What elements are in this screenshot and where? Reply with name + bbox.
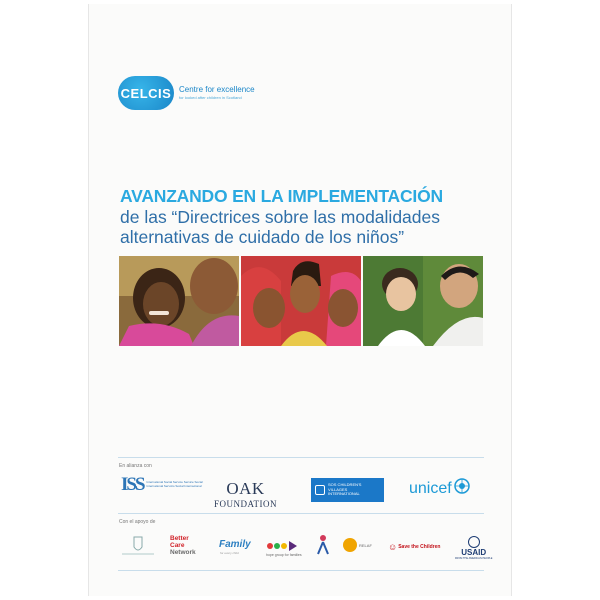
photo-child-and-man <box>363 256 483 346</box>
celcis-tagline <box>179 86 255 101</box>
oak-foundation-logo <box>214 479 277 509</box>
document-title <box>120 187 490 247</box>
unicef-text: unicef <box>409 479 452 497</box>
divider-bottom <box>118 570 484 571</box>
better-line-2: Care <box>170 541 185 549</box>
unicef-globe-icon <box>454 478 470 499</box>
sos-line-2: VILLAGES <box>328 486 348 492</box>
sos-text <box>328 483 361 497</box>
photo-girl-and-woman <box>119 256 239 346</box>
title-line-3: alternativas de cuidado de los niños” <box>120 226 405 247</box>
hope-dots-logo <box>266 538 302 552</box>
celcis-logo <box>118 76 255 110</box>
family-for-every-child-logo: Family <box>219 539 251 550</box>
divider-top <box>118 457 484 458</box>
relaf-text: RELAF <box>359 542 372 548</box>
usaid-logo <box>455 536 492 560</box>
iss-text: International Social Service Service Social International Servicio Social Internacional <box>146 480 203 488</box>
iss-mark: ISS <box>121 474 144 495</box>
celcis-badge: CELCIS <box>118 76 174 110</box>
title-line-2: de las “Directrices sobre las modalidades <box>120 207 440 228</box>
sos-childrens-villages-logo <box>311 478 384 502</box>
hope-sub: hope group for families <box>266 553 302 557</box>
save-the-children-text: Save the Children <box>398 544 441 550</box>
usaid-seal-icon <box>468 536 480 548</box>
unicef-logo <box>409 478 470 499</box>
celcis-tagline-main: Centre for excellence <box>179 84 255 94</box>
sos-line-3: INTERNATIONAL <box>328 491 360 497</box>
save-the-children-logo <box>388 542 440 552</box>
relaf-circle-icon <box>343 538 357 552</box>
photo-group-of-children <box>241 256 361 346</box>
iss-logo <box>121 474 207 496</box>
family-sub: for every child <box>220 551 239 555</box>
better-care-network-logo <box>170 536 196 556</box>
title-line-1: AVANZANDO EN LA IMPLEMENTACIÓN <box>120 186 443 206</box>
celcis-tagline-sub: for looked after children in Scotland <box>179 95 242 101</box>
usaid-sub: FROM THE AMERICAN PEOPLE <box>455 557 493 560</box>
oak-line-2: FOUNDATION <box>214 499 277 509</box>
save-the-children-figure-icon: ☺ <box>388 542 398 552</box>
better-line-1: Better <box>170 535 189 542</box>
crest-logo <box>120 535 156 557</box>
better-line-3: Network <box>170 548 196 556</box>
divider-middle <box>118 513 484 514</box>
ribbon-figure-logo <box>316 534 330 556</box>
sos-line-1: SOS CHILDREN'S <box>328 481 362 487</box>
partners-label: En alianza con <box>119 463 152 469</box>
usaid-text: USAID <box>461 548 487 557</box>
relaf-logo <box>343 538 372 552</box>
sos-house-icon <box>315 485 325 495</box>
oak-line-1: OAK <box>226 479 265 498</box>
supporters-label: Con el apoyo de <box>119 519 156 525</box>
